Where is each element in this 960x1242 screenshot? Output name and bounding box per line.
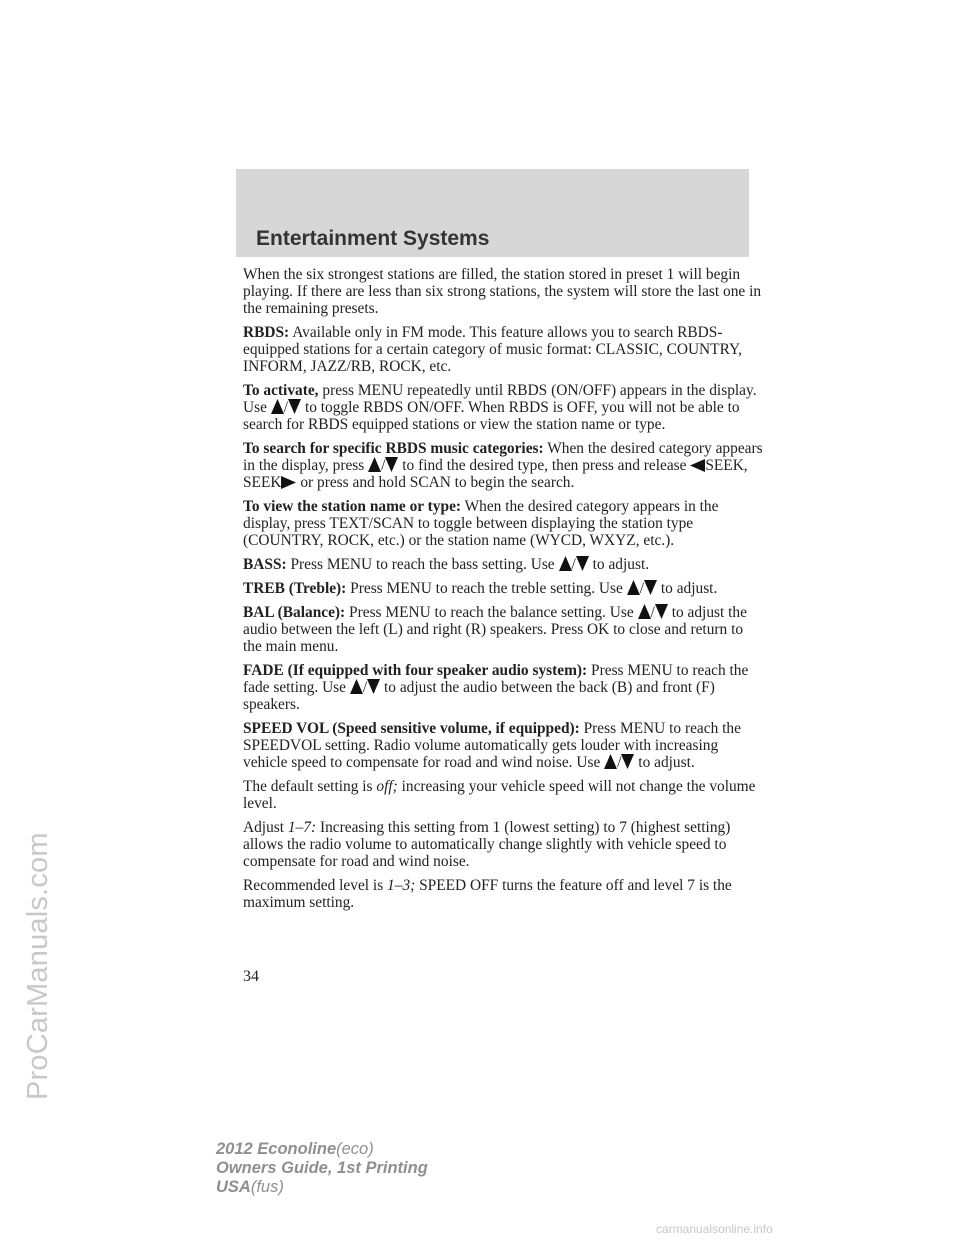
left-arrow-icon — [690, 459, 705, 472]
default-off: off; — [376, 778, 398, 795]
slash: / — [617, 754, 622, 771]
up-arrow-icon — [271, 399, 284, 414]
slash: / — [283, 399, 289, 416]
up-arrow-icon — [559, 556, 572, 571]
speed-vol-text-2: to adjust. — [638, 754, 695, 771]
down-arrow-icon — [621, 754, 634, 769]
page-content — [243, 266, 763, 911]
balance-text-1: Press MENU to reach the balance setting. Use — [349, 604, 634, 621]
fade-text-1: Press MENU to reach the fade setting. Use — [243, 662, 749, 696]
up-arrow-icon — [368, 457, 381, 472]
bass-text-2: to adjust. — [592, 556, 650, 573]
fade-text-2: to adjust the audio between the back (B) and front (F) speakers. — [243, 679, 715, 713]
down-arrow-icon — [385, 457, 398, 472]
down-arrow-icon — [367, 679, 380, 694]
paragraph-speed-vol — [243, 720, 763, 771]
rbds-text: Available only in FM mode. This feature allows you to search RBDS-equipped stations for a certain category of music format: CLASSIC, COUNTRY, INFORM, JAZZ/RB, ROCK, etc. — [243, 324, 742, 375]
view-label: To view the station name or type: — [243, 498, 462, 515]
speed-vol-label: SPEED VOL (Speed sensitive volume, if equipped): — [243, 720, 580, 737]
side-watermark: ProCarManuals.com — [22, 832, 54, 1100]
default-text-2: increasing your vehicle speed will not change the volume level. — [243, 778, 756, 812]
speed-vol-text-1: Press MENU to reach the SPEEDVOL setting. Radio volume automatically gets louder with increasing vehicle speed to compensate for road and wind noise. Use — [243, 720, 741, 771]
search-text-1: When the desired category appears in the display, press — [243, 440, 763, 474]
slash: / — [571, 556, 576, 573]
down-arrow-icon — [644, 580, 657, 595]
balance-text-2: to adjust the audio between the left (L) and right (R) speakers. Press OK to close and return to the main menu. — [243, 604, 747, 655]
default-text-1: The default setting is — [243, 778, 373, 795]
slash: / — [362, 679, 368, 696]
bottom-watermark: carmanualsonline.info — [656, 1222, 773, 1236]
paragraph-activate — [243, 382, 763, 433]
adjust-text-2: Increasing this setting from 1 (lowest setting) to 7 (highest setting) allows the radio volume to automatically change slightly with vehicle speed to compensate for road and wind noise. — [243, 819, 731, 870]
slash: / — [639, 580, 645, 597]
treble-label: TREB (Treble): — [243, 580, 347, 597]
paragraph-treble — [243, 580, 763, 597]
bass-label: BASS: — [243, 556, 287, 573]
footer-model: 2012 Econoline — [216, 1140, 337, 1158]
section-title: Entertainment Systems — [256, 227, 490, 250]
adjust-range: 1–7: — [287, 819, 317, 836]
paragraph-presets: When the six strongest stations are filled, the station stored in preset 1 will begin playing. If there are less than six strong stations, the system will store the last one in the remaining presets. — [243, 266, 762, 317]
rec-range: 1–3; — [387, 877, 416, 894]
fade-label: FADE (If equipped with four speaker audio system): — [243, 662, 588, 679]
footer-region-code: (fus) — [250, 1178, 284, 1196]
slash: / — [650, 604, 655, 621]
bass-text-1: Press MENU to reach the bass setting. Use — [290, 556, 555, 573]
footer — [216, 1140, 428, 1197]
adjust-text-1: Adjust — [243, 819, 285, 836]
balance-label: BAL (Balance): — [243, 604, 346, 621]
footer-line-3 — [216, 1178, 428, 1197]
rec-text-2: SPEED OFF turns the feature off and level 7 is the maximum setting. — [243, 877, 732, 911]
rec-text-1: Recommended level is — [243, 877, 384, 894]
up-arrow-icon — [604, 754, 617, 769]
treble-text-2: to adjust. — [660, 580, 718, 597]
down-arrow-icon — [655, 604, 668, 619]
search-text-2: to find the desired type, then press and release — [402, 457, 687, 474]
paragraph-rbds — [243, 324, 763, 375]
up-arrow-icon — [350, 679, 363, 694]
rbds-label: RBDS: — [243, 324, 290, 341]
footer-line-1 — [216, 1140, 428, 1159]
footer-region: USA — [216, 1178, 251, 1196]
search-label: To search for specific RBDS music categories: — [243, 440, 544, 457]
right-arrow-icon — [281, 476, 296, 489]
footer-model-code: (eco) — [336, 1140, 374, 1158]
paragraph-default — [243, 778, 763, 812]
view-text: When the desired category appears in the display, press TEXT/SCAN to toggle between displaying the station type (COUNTRY, ROCK, etc.) or the station name (WYCD, WXYZ, etc.). — [243, 498, 719, 549]
up-arrow-icon — [638, 604, 651, 619]
paragraph-fade — [243, 662, 763, 713]
search-text-3: or press and hold SCAN to begin the search. — [300, 474, 575, 491]
down-arrow-icon — [288, 399, 301, 414]
paragraph-balance — [243, 604, 763, 655]
footer-line-2: Owners Guide, 1st Printing — [216, 1159, 428, 1177]
activate-text-1: press MENU repeatedly until RBDS (ON/OFF) appears in the display. Use — [243, 382, 757, 416]
down-arrow-icon — [576, 556, 589, 571]
section-header — [236, 169, 749, 257]
activate-label: To activate, — [243, 382, 319, 399]
slash: / — [381, 457, 386, 474]
activate-text-2: to toggle RBDS ON/OFF. When RBDS is OFF, you will not be able to search for RBDS equipped stations or view the station name or type. — [243, 399, 740, 433]
up-arrow-icon — [627, 580, 640, 595]
page-number: 34 — [243, 968, 259, 985]
paragraph-bass — [243, 556, 763, 573]
treble-text-1: Press MENU to reach the treble setting. Use — [350, 580, 623, 597]
paragraph-view — [243, 498, 763, 549]
paragraph-recommended — [243, 877, 763, 911]
paragraph-adjust — [243, 819, 763, 870]
paragraph-search — [243, 440, 763, 491]
seek-text: SEEK, SEEK — [243, 457, 748, 491]
